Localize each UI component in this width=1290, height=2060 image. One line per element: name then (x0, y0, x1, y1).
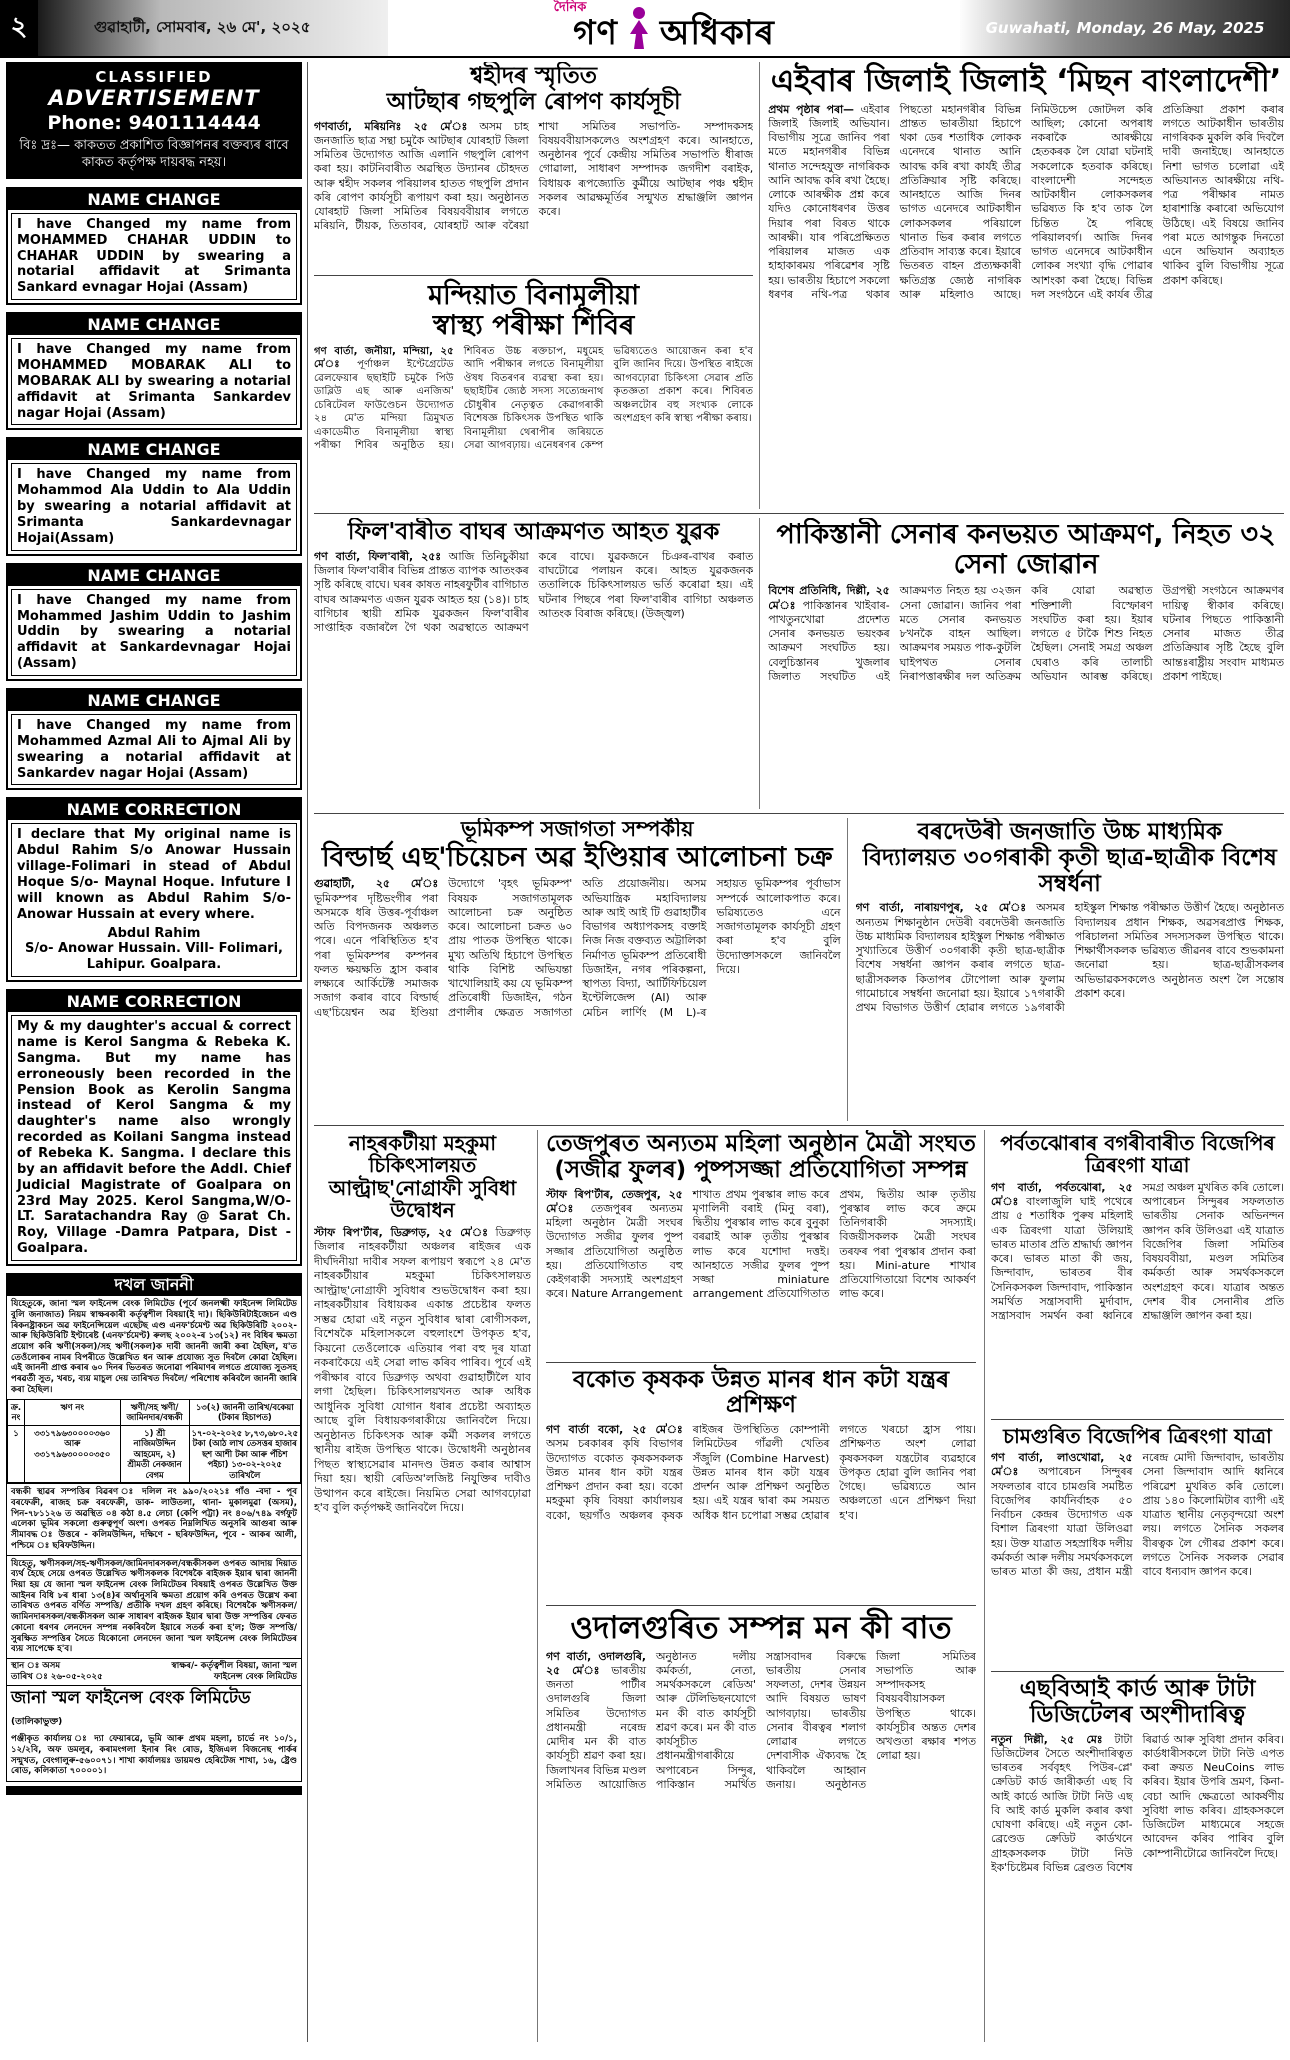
name-change-notice (6, 312, 302, 430)
bank-name: জানা স্মল ফাইনেন্স বেংক লিমিটেড (তালিকাভুক্ত) (7, 1685, 301, 1733)
possession-notice-intro: যিহেতুকে, জানা স্মল ফাইনেন্স বেংক লিমিটেড (পূৰ্বে জনলক্ষ্মী ফাইনেন্স লিমিটেড বুলি জনাজাত) নিয়ম স্বাক্ষৰকাৰী কৰ্তৃত্বশীল বিষয়া(ই দা)। ছিকিউৰিটাইজেচন এণ্ড ৰিকনষ্ট্ৰাকচন অৱ ফাইনেন্সিয়েল এছেটছ এণ্ড এনফ'ৰ্চমেণ্ট অৱ ছিকিউৰিটি ২০০২-আৰু ছিকিউৰিটি ইণ্টাৰেষ্ট (এনফ'ৰ্চমেণ্ট) ৰুলছ ২০০২-ৰ ১৩(১২) নং বিধিৰ ক্ষমতা প্ৰয়োগ কৰি ঋণী(সকল)/সহ ঋণী(সকল)ক দাবী জাননী জাৰী কৰা হৈছিল, য'ত তেওঁলোকৰ নামৰ বিপৰীতে উল্লেখিত ধন আৰু প্ৰযোজ্য সুত দিবলৈ কোৱা হৈছিল। এই জাননী প্ৰাপ্ত কৰাৰ ৬০ দিনৰ ভিতৰত জনোৱা পৰিমাণৰ লগতে প্ৰযোজ্য সুতসহ পৰৱৰ্তী সুত, খৰচ, ব্যয় মাচুল দেয় তাৰিখত দিবলৈ/ পৰিশোধ কৰিবলৈ জাননী জাৰি কৰা হৈছিল। (11, 1299, 297, 1395)
logo-daily-label: দৈনিক (553, 0, 587, 15)
loan-table (7, 1399, 301, 1484)
article-philobari (314, 518, 760, 809)
possession-notice (6, 1273, 302, 1782)
notice-sign: স্বাক্ষৰ/- কৰ্তৃত্বশীল বিষয়া, জানা স্মল ফাইনেন্স বেংক লিমিটেড (171, 1661, 297, 1682)
cell-borrowers: ১) শ্ৰী নাজিমউদ্দিন আহমেদ, ২) শ্ৰীমতী নেকজান বেগম (120, 1425, 189, 1483)
article-headline: মন্দিয়াত বিনামূলীয়া স্বাস্থ্য পৰীক্ষা শিবিৰ (428, 279, 640, 341)
person-icon (626, 6, 652, 50)
col-header: ক্ৰ. নং (8, 1399, 25, 1425)
article-body: বিশেষ প্ৰতিনিধি, দিল্লী, ২৫ মে'ঃ পাকিস্তানৰ খাইবাৰ-পাখতুনখোৱা প্ৰদেশত সেনাৰ কনভয়ত ভয়ংকৰ আক্ৰমণ সংঘটিত হয়। বেলুচিস্তানৰ খুজলাৰ জিলাত সংঘটিত এই আক্ৰমণত নিহত হয় ৩২জন সেনা জোৱান। জানিব পৰা মতে সেনাৰ কনভয়ত ৮খনকৈ বাহন আছিল। আক্ৰমণৰ সময়ত পাক-কুটলি ঘাইপথত সেনাৰ নিৰাপত্তাৰক্ষীৰ দল অতিক্ৰম কৰি যোৱা অৱস্থাত শক্তিশালী বিস্ফোৰণ সংঘটিত কৰা হয়। ইয়াৰ লগতে ৫ টাকৈ শিশু নিহত হৈছিল। সেনাই সমগ্ৰ অঞ্চল ঘেৰাও কৰি তালাচী অভিযান আৰম্ভ কৰিছে। উগ্ৰপন্থী সংগঠনে আক্ৰমণৰ দায়িত্ব স্বীকাৰ কৰিছে। ঘটনাৰ পিছতে পাকিস্তানী সেনাৰ মাজত তীব্ৰ প্ৰতিক্ৰিয়াৰ সৃষ্টি হৈছে বুলি আন্তঃৰাষ্ট্ৰীয় সংবাদ মাধ্যমত প্ৰকাশ পাইছে। (768, 584, 1284, 683)
article-headline: বৰদেউৰী জনজাতি উচ্চ মাধ্যমিক বিদ্যালয়ত ৩০গৰাকী কৃতী ছাত্ৰ-ছাত্ৰীক বিশেষ সম্বৰ্ধনা (862, 819, 1277, 897)
name-change-notice (6, 187, 302, 305)
article-tezpur-maitri (546, 1130, 976, 1356)
article-earthquake-seminar (314, 818, 848, 1121)
classified-phone: Phone: 9401114444 (47, 112, 261, 134)
classified-column (6, 62, 308, 2042)
article-udalguri-mankibaat (546, 1605, 976, 1926)
article-body: স্টাফ ৰিপ'ৰ্টাৰ, তেজপুৰ, ২৫ মে'ঃ তেজপুৰৰ অন্যতম মহিলা অনুষ্ঠান মৈত্ৰী সংঘৰ উদ্যোগত সজীৱ ফুলৰ পুষ্প সজ্জাৰ প্ৰতিযোগিতা অনুষ্ঠিত হয়। প্ৰতিযোগিতাত বহু কেইগৰাকী সদস্যাই অংশগ্ৰহণ কৰে। Nature Arrangement শাখাত প্ৰথম পুৰস্কাৰ লাভ কৰে মৃণালিনী বৰাই (মিনু বৰা), দ্বিতীয় পুৰস্কাৰ লাভ কৰে বুনুকা বৰৱাই আৰু তৃতীয় পুৰস্কাৰ লাভ কৰে যশোদা দত্তই। আনহাতে সজীৱ ফুলৰ পুষ্প সজ্জা miniature arrangement প্ৰতিযোগিতাত প্ৰথম, দ্বিতীয় আৰু তৃতীয় পুৰস্কাৰ লাভ কৰে ক্ৰমে তিনিগৰাকী সদস্যাই। বিজয়ীসকলক মৈত্ৰী সংঘৰ তৰফৰ পৰা পুৰস্কাৰ প্ৰদান কৰা হয়। Mini-ature শাখাৰ প্ৰতিযোগিতায়ো বিশেষ আকৰ্ষণ লাভ কৰে। (546, 1187, 976, 1301)
page-number: ২ (0, 0, 38, 56)
col-header: ঋণী/সহ ঋণী/জামিনদাৰ/বন্ধকী (120, 1399, 189, 1425)
article-body: গণ বাৰ্তা, ফিল'বাৰী, ২৫ঃ আজি তিনিচুকীয়া জিলাৰ ফিল'বাৰীৰ বিভিন্ন প্ৰান্তত ব্যাপক আতংকৰ সৃষ্টি কৰিছে বাঘে। ঘৰৰ কাষত নাহৰফুটীৰ বাগিচাত বাঘৰ আক্ৰমণত এজন যুৱক আহত হয় (১৪)। চাহ বাগিচাৰ স্থায়ী শ্ৰমিক যুৱকজন ফিল'বাৰীৰ সাপ্তাহিক বজাৰলৈ গৈ থকা অৱস্থাতে আক্ৰমণ কৰে বাঘে। যুৱকজনে চিঞৰ-বাখৰ কৰাত বাঘটোৱে পলায়ন কৰে। আহত যুৱকজনক ততালিকে চিকিৎসালয়ত ভৰ্তি কৰোৱা হয়। এই ঘটনাৰ পিছৰে পৰা ফিল'বাৰীৰ বাগিচা অঞ্চলত আতংক বিৰাজ কৰিছে। (উজ্জ্বল) (314, 549, 754, 634)
article-headline: পৰ্বতঝোৰাৰ বগৰীবাৰীত বিজেপিৰ ত্ৰিৰংগা যাত্ৰা (1000, 1131, 1275, 1178)
cell-serial: ১ (8, 1425, 25, 1483)
article-body: গণ বাৰ্তা বকো, ২৫ মে'ঃ অসম চৰকাৰৰ কৃষি বিভাগৰ উদ্যোগত বকোত কৃষকসকলক উন্নত মানৰ ধান কটা যন্ত্ৰৰ প্ৰশিক্ষণ প্ৰদান কৰা হয়। বকো মহকুমা কৃষি বিষয়া কাৰ্যালয়ৰ বকো, ছয়গাঁও অঞ্চলৰ কৃষক ৰাইজৰ উপস্থিতিত কোম্পানী লিমিটেডৰ গাঁৱলী খেতিৰ সঁজুলি (Combine Harvest) উন্নত মানৰ ধান কটা যন্ত্ৰৰ প্ৰদৰ্শন আৰু প্ৰশিক্ষণ অনুষ্ঠিত হয়। এই যন্ত্ৰৰ দ্বাৰা কম সময়ত অধিক ধান চপোৱা সম্ভৱ হোৱাৰ লগতে খৰচো হ্ৰাস পায়। প্ৰশিক্ষণত অংশ লোৱা কৃষকসকল যন্ত্ৰটোৰ ব্যৱহাৰে উপকৃত হোৱা বুলি জানিব পৰা গৈছে। ভৱিষ্যতে আন অঞ্চলতো এনে প্ৰশিক্ষণ দিয়া হ'ব। (546, 1423, 976, 1522)
article-body: স্টাফ ৰিপ'ৰ্টাৰ, ডিব্ৰুগড়, ২৫ মে'ঃ ডিব্ৰুগড় জিলাৰ নাহৰকটীয়া অঞ্চলৰ ৰাইজৰ এক দীৰ্ঘদিনীয়া দাবীৰ সফল ৰূপায়ণ স্বৰূপে ২৪ মে'ত নাহৰকটীয়াৰ মহকুমা চিকিৎসালয়ত আল্ট্ৰাছ'নোগ্ৰাফী সুবিধাৰ শুভউদ্বোধন কৰা হয়। নাহৰকটীয়াৰ বিধায়কৰ একান্ত প্ৰচেষ্টাৰ ফলত সম্ভৱ হোৱা এই নতুন সুবিধাৰ দ্বাৰা ৰোগীসকল, বিশেষকৈ মহিলাসকলে বহুলাংশে উপকৃত হ'ব, কিয়নো তেওঁলোকে এতিয়াৰ পৰা বহু দূৰ যাত্ৰা নকৰাকৈয়ে এই সেৱা লাভ কৰিব পাৰিব। পূৰ্বে এই পৰীক্ষাৰ বাবে ডিব্ৰুগড় অথবা গুৱাহাটীলৈ যাব লগা হৈছিল। চিকিৎসালয়খনত আৰু অধিক আধুনিক সুবিধা যোগান ধৰাৰ প্ৰচেষ্টা অব্যাহত আছে বুলি বিধায়কগৰাকীয়ে জানিবলৈ দিয়ে। অনুষ্ঠানত চিকিৎসক আৰু কৰ্মী সকলৰ লগতে স্থানীয় ৰাইজ উপস্থিত থাকে। উদ্বোধনী অনুষ্ঠানৰ পিছত স্বাস্থ্যসেৱাৰ মানদণ্ড উন্নত কৰাৰ আশ্বাস দিয়া হয়। স্থায়ী ৰেডিঅ'লজিষ্ট নিযুক্তিৰ দাবীও উত্থাপন কৰে ৰাইজে। নিয়মিত সেৱা আগবঢ়োৱা হ'ব বুলি কৰ্তৃপক্ষই জানিবলৈ দিয়ে। (314, 1225, 531, 1515)
article-pakistan-convoy (768, 518, 1284, 809)
article-headline: তেজপুৰত অন্যতম মহিলা অনুষ্ঠান মৈত্ৰী সংঘত (সজীৱ ফুলৰ) পুষ্পসজ্জা প্ৰতিযোগিতা সম্পন্ন (546, 1131, 976, 1183)
article-boko-training (546, 1362, 976, 1594)
name-change-notice (6, 688, 302, 790)
classified-ad-box (6, 62, 302, 179)
article-sbi-tata (991, 1671, 1284, 2001)
edition-date-english: Guwahati, Monday, 26 May, 2025 (960, 0, 1290, 56)
masthead (0, 0, 1290, 58)
notice-header: NAME CORRECTION (8, 991, 300, 1012)
article-body: নতুন দিল্লী, ২৫ মেঃ টাটা ডিজিটেলৰ সৈতে অংশীদাৰিত্বত ভাৰতৰ সৰ্ববৃহৎ পিউৰ-প্লে' ক্ৰেডিট কাৰ্ড জাৰীকৰ্তা এছ বি আই কাৰ্ডে আজি টাটা নিউ এছ বি আই কাৰ্ড মুকলি কৰাৰ কথা ঘোষণা কৰিছে। এই নতুন কো-ব্ৰেণ্ডেড ক্ৰেডিট কাৰ্ডখনে গ্ৰাহকসকলক টাটা নিউ ইক'চিষ্টেমৰ বিভিন্ন ব্ৰেণ্ডত বিশেষ ৰিৱাৰ্ড আৰু সুবিধা প্ৰদান কৰিব। কাৰ্ডধাৰীসকলে টাটা নিউ এপত কৰা ক্ৰয়ত NeuCoins লাভ কৰিব। ইয়াৰ উপৰি ভ্ৰমণ, কিনা-বেচা আদি ক্ষেত্ৰতো আকৰ্ষণীয় সুবিধা লাভ কৰিব। গ্ৰাহকসকলে ডিজিটেল মাধ্যমেৰে সহজে আবেদন কৰিব পাৰিব বুলি কোম্পানীটোৱে জানিবলৈ দিছে। (991, 1732, 1284, 1874)
signature-row (7, 1658, 301, 1684)
article-shahid (314, 62, 760, 509)
article-headline: নাহৰকটীয়া মহকুমা চিকিৎসালয়ত আল্ট্ৰাছ'নোগ্ৰাফী সুবিধা উদ্বোধন (328, 1131, 517, 1223)
article-headline: ওদালগুৰিত সম্পন্ন মন কী বাত (570, 1610, 952, 1646)
bank-address: পঞ্জীকৃত কাৰ্যালয় ঃ দ্যা ফেয়াৰৱে, ভূমি আৰু প্ৰথম মহলা, চাৰ্ভে নং ১০/১, ১২/২বি, অফ ডমলুৰ, কৰামংগলা ইনাৰ ৰিং ৰোড, ইজিএল বিজনেছ পাৰ্কৰ সন্মুখত, বেংগালুৰু-৫৬০০৭১। শাখা কাৰ্যালয়ঃ ডায়মণ্ড হেৰিটেজ শাখা, ১৬, ষ্ট্ৰেণ্ড ৰোড, কলিকাতা ৭০০০০১। (11, 1734, 297, 1777)
table-row (8, 1425, 301, 1483)
article-body: গণ বাৰ্তা, লাওখোৱা, ২৫ মে'ঃ অপাৰেচন সিন্দুৰৰ সফলতাৰ বাবে চামগুৰি সমষ্টিত বিজেপিৰ কাৰ্যনিৰ্বাহক ৫০ নিৰ্বাচন কেন্দ্ৰৰ উদ্যোগত এক বিশাল ত্ৰিৰংগা যাত্ৰা উলিওৱা হয়। উক্ত যাত্ৰাত সহস্ৰাধিক দলীয় কৰ্মকৰ্তা আৰু দলীয় সমৰ্থকসকলে ভাৰত মাতা কী জয়, প্ৰধান মন্ত্ৰী নৰেন্দ্ৰ মোদী জিন্দাবাদ, ভাৰতীয় সেনা জিন্দাবাদ আদি ধ্বনিৰে পৰিৱেশ মুখৰিত কৰি তোলে। প্ৰায় ১৪০ কিলোমিটাৰ ব্যাপী এই যাত্ৰাত স্থানীয় নেতৃবৃন্দয়ো অংশ লয়। লগতে সৈনিক সকলৰ বীৰত্বক লৈ গৌৰৱ প্ৰকাশ কৰে। লগতে সৈনিক সকলক সেৱাৰ বাবে ধন্যবাদ জ্ঞাপন কৰে। (991, 1451, 1284, 1579)
edition-date-assamese: গুৱাহাটী, সোমবাৰ, ২৬ মে', ২০২৫ (38, 0, 388, 56)
article-body: গুৱাহাটী, ২৫ মে'ঃ ভূমিকম্পৰ দৃষ্টিভংগীৰ পৰা অসমকে ধৰি উত্তৰ-পূৰ্বাঞ্চল অতি বিপদজনক অঞ্চলত পৰে। এনে পৰিস্থিতিত হ'ব পৰা ভূমিকম্পৰ কম্পনৰ ফলত ক্ষয়ক্ষতি হ্ৰাস কৰাৰ লক্ষ্যৰে আৰ্কিটেক্ট সমাজক সজাগ কৰাৰ বাবে বিল্ডাৰ্ছ এছ'চিয়েশ্বন অৱ ইণ্ডিয়া উদ্যোগে 'বৃহৎ ভূমিকম্প' বিষয়ক সজাগতামূলক আলোচনা চক্ৰ অনুষ্ঠিত কৰে। আলোচনা চক্ৰত ৬০ প্ৰায় পাতক উপস্থিত থাকে। মুখ্য অতিথি হিচাপে উপস্থিত থাকি বিশিষ্ট অভিযন্তা খাখোলিয়াই কয় যে ভূমিকম্প প্ৰতিৰোধী ডিজাইন, গঠন প্ৰণালীৰ ক্ষেত্ৰত সজাগতা অতি প্ৰয়োজনীয়। অসম অভিযান্ত্ৰিক মহাবিদ্যালয় আৰু আই আই টি গুৱাহাটীৰ বিভাগৰ অধ্যাপকসহ বক্তাই নিজ নিজ বক্তব্যত অট্টালিকা নিৰ্মাণত ভূমিকম্প প্ৰতিৰোধী ডিজাইন, নগৰ পৰিকল্পনা, স্থাপত্য বিদ্যা, আৰ্টিফিচিয়েল ইণ্টেলিজেন্স (AI) আৰু মেচিন লাৰ্ণিং (M L)-ৰ সহায়ত ভূমিকম্পৰ পূৰ্বাভাস সম্পৰ্কে আলোকপাত কৰে। ভৱিষ্যতেও এনে সজাগতামূলক কাৰ্যসূচী গ্ৰহণ কৰা হ'ব বুলি উদ্যোক্তাসকলে জানিবলৈ দিয়ে। (314, 877, 841, 1019)
article-headline: পাকিস্তানী সেনাৰ কনভয়ত আক্ৰমণ, নিহত ৩২ সেনা জোৱান (776, 519, 1276, 581)
name-change-notice (6, 437, 302, 555)
article-body: গণ বাৰ্তা, পৰ্বতঝোৰা, ২৫ মে'ঃ বাংলাজুলি ঘাই পথেৰে প্ৰায় ৫ শতাধিক পুৰুষ মহিলাই এক ত্ৰিৰংগা যাত্ৰা উলিয়াই ভাৰত মাতাৰ প্ৰতি শ্ৰদ্ধাৰ্ঘ্য জ্ঞাপন কৰে। ভাৰত মাতা কী জয়, জিন্দাবাদ, ভাৰতৰ বীৰ সৈনিকসকল জিন্দাবাদ, পাকিস্তান সমৰ্থিত সন্ত্ৰাসবাদী মুৰ্দাবাদ, সন্ত্ৰাসবাদ সমৰ্থন কৰা ধ্বনিৰে সমগ্ৰ অঞ্চল মুখৰিত কৰি তোলে। অপাৰেচন সিন্দুৰৰ সফলতাত ভাৰতীয় সেনাক অভিনন্দন জ্ঞাপন কৰি উলিওৱা এই যাত্ৰাত বিজেপিৰ জিলা সমিতিৰ বিষয়ববীয়া, মণ্ডল সমিতিৰ কৰ্মকৰ্তা আৰু সমৰ্থকসকলে অংশগ্ৰহণ কৰে। যাত্ৰাৰ অন্তত দেশৰ বীৰ সেনানীৰ প্ৰতি শ্ৰদ্ধাঞ্জলি জ্ঞাপন কৰা হয়। (991, 1180, 1284, 1323)
notice-text: I have Changed my name from MOHAMMED CHAHAR UDDIN to CHAHAR UDDIN by swearing a notarial affidavit at Srimanta Sankard evnagar Hojai (Assam) (11, 213, 297, 300)
cell-loan-no: ৩৩১৭৯৬৩০০০০৩৬০ আৰু ৩৩১৭৯৬৩০০০০৩৫০ (24, 1425, 120, 1483)
article-samaguri-yatra (991, 1419, 1284, 1665)
article-parbatjhora-yatra (991, 1130, 1284, 1413)
col-header: ঋণ নং (24, 1399, 120, 1425)
name-correction-notice (6, 797, 302, 982)
logo-text-right: অধিকাৰ (659, 13, 775, 53)
advertisement-label: ADVERTISEMENT (48, 86, 260, 110)
article-headline: শ্বহীদৰ স্মৃতিত আটছাৰ গছপুলি ৰোপণ কাৰ্যসূচী (386, 63, 681, 115)
name-change-notice (6, 563, 302, 681)
classified-label: CLASSIFIED (95, 68, 213, 86)
classified-disclaimer: বিঃ দ্ৰঃ— কাকতত প্ৰকাশিত বিজ্ঞাপনৰ বক্তব্যৰ বাবে কাকত কৰ্তৃপক্ষ দায়বদ্ধ নহয়। (19, 138, 289, 170)
logo-text-left: গণ (573, 13, 618, 53)
cell-dues: ১৭-০২-২০২৫ ৮,৭৩,৬৮০.২৫ টকা (আঠ লাখ তেসত্তৰ হাজাৰ ছশ আশী টকা আৰু পঁচিশ পইচা) ১৩-০২-২০২৫ তাৰিখলৈ (189, 1425, 300, 1483)
property-description: বন্ধকী স্থাৱৰ সম্পত্তিৰ বিৱৰণ ঃ দলিল নং ৯৯০/২০২১ঃ গাঁও -বদা - পূব বৰফেক্ৰী, ৰাজহ চক্ৰ বৰফেক্ৰী, ডাক- লাউতলা, থানা- মুকালমুৱা (অসম), পিন-৭৮১১২৬ ত অৱস্থিত ০৪ কঠা ৪.৫ লেচা (কেপি পট্টা) নং ৪০৬/৭৪৯ বৰ্গফুট এলেকা ভূমিৰ সকলো গুৰুত্বপূৰ্ণ অংশ। ওপৰত নিম্নলিখিত অনুসৰি আগুৰা আৰু সীমাবদ্ধ ঃ উত্তৰে - কলিমউদ্দিন, দক্ষিণে - ছৰিফউদ্দিন, পূবে - আকৰ আলী, পশ্চিমে ঃ ছৰিফউদ্দিন। (7, 1483, 301, 1554)
notice-header: NAME CHANGE (8, 439, 300, 460)
notice-text: I declare that My original name is Abdul Rahim S/o Anowar Hussain village-Folimari in stead of Abdul Hoque S/o- Maynal Hoque. Infuture I will known as Abdul Rahim S/o- Anowar Hussain at every where. Abdul Rahim S/o- Anowar Hussain. Vill- Folimari, Lahipur. Goalpara. (11, 823, 297, 977)
notice-text: I have Changed my name from Mohammed Jashim Uddin to Jashim Uddin by swearing a notarial affidavit at Sankardevnagar Hojai (Assam) (11, 589, 297, 676)
notice-header: NAME CHANGE (8, 189, 300, 210)
notice-date: তাৰিখ ঃ ২৬-০৫-২০২৫ (11, 1671, 103, 1682)
article-body: গণ বাৰ্তা, নাৰায়ণপুৰ, ২৫ মে'ঃ অসমৰ অন্যতম শিক্ষানুষ্ঠান দেউৰী বৰদেউৰী জনজাতি উচ্চ মাধ্যমিক বিদ্যালয়ৰ হাইস্কুল শিক্ষান্ত পৰীক্ষাত সুখ্যাতিৰে উত্তীৰ্ণ ৩০গৰাকী কৃতী ছাত্ৰ-ছাত্ৰীক বিশেষ সম্বৰ্ধনা জ্ঞাপন কৰাৰ লগতে ছাত্ৰ-ছাত্ৰীসকলক কিতাপৰ টোপোলা আৰু ফুলাম গামোচাৰে সম্বৰ্ধনা জনোৱা হয়। ইয়াৰে ১৭গৰাকী প্ৰথম বিভাগত উত্তীৰ্ণ হোৱাৰ লগতে ১৯গৰাকী হাইস্কুল শিক্ষান্ত পৰীক্ষাত উত্তীৰ্ণ হৈছে। অনুষ্ঠানত বিদ্যালয়ৰ প্ৰধান শিক্ষক, অৱসৰপ্ৰাপ্ত শিক্ষক, পৰিচালনা সমিতিৰ সদস্যসকল উপস্থিত থাকে। শিক্ষাৰ্থীসকলক ভৱিষ্যত জীৱনৰ বাবে শুভকামনা জনোৱা হয়। ছাত্ৰ-ছাত্ৰীসকলৰ অভিভাৱকসকলেও অনুষ্ঠানত অংশ লৈ সন্তোষ প্ৰকাশ কৰে। (855, 901, 1284, 1014)
main-articles-area (314, 62, 1284, 2042)
notice-header: NAME CHANGE (8, 565, 300, 586)
article-mondia (314, 275, 753, 510)
article-bordeori-felicitation (856, 818, 1285, 1121)
article-headline: ফিল'বাৰীত বাঘৰ আক্ৰমণত আহত যুৱক (347, 519, 720, 545)
notice-header: NAME CHANGE (8, 690, 300, 711)
article-headline: বিল্ডাৰ্ছ এছ'চিয়েচন অৱ ইণ্ডিয়াৰ আলোচনা চক্ৰ (321, 842, 833, 874)
article-body: প্ৰথম পৃষ্ঠাৰ পৰা— এইবাৰ জিলাই জিলাই অভিযান। বিভাগীয় সূত্ৰে জানিব পৰা মতে মহানগৰীৰ বিভিন্ন থানাত সন্দেহযুক্ত নাগৰিকক আনি আবদ্ধ কৰি ৰখা হৈছে। লোকে আৰক্ষীক প্ৰশ্ন কৰে যদিও কোনোধৰণৰ উত্তৰ দিয়াৰ পৰা বিৰত থাকে আৰক্ষী। যাৰ পৰিপ্ৰেক্ষিতত পৰিয়ালৰ মাজত এক হাহাকাৰময় পৰিৱেশৰ সৃষ্টি হয়। ভাৰতীয় হিচাপে সকলো ধৰণৰ নথি-পত্ৰ থকাৰ পিছতো মহানগৰীৰ বিভিন্ন প্ৰান্তত ভাৰতীয়া হিচাপে থকা ডেৰ শতাধিক লোকক এনেদৰে থানাত আনি আবদ্ধ কৰি ৰখা কাৰ্যই তীব্ৰ প্ৰতিক্ৰিয়াৰ সৃষ্টি কৰিছে। আনহাতে আজি দিনৰ ভাগত এনেদৰে আটকাধীন লোকসকলৰ পৰিয়ালে থানাত ভিৰ কৰাৰ লগতে প্ৰতিবাদ সাব্যস্ত কৰে। ইয়াৰে ভিতৰত বাহন প্ৰত্যক্ষকাৰী ক্ষতিগ্ৰস্ত জ্যেষ্ঠ নাগৰিক আৰু মহিলাও আছে। নিমিউচেন্স জোটদল কৰি আছিল; কোনো অপৰাধ নকৰাকৈ আৰক্ষীয়ে হেতকৰক লৈ যোৱা ঘটনাই সকলোকে হতবাক কৰিছে। বাংলাদেশী সন্দেহত আটকাধীন লোকসকলৰ ভৱিষ্যত কি হ'ব তাক লৈ চিন্তিত হৈ পৰিছে পৰিয়ালবৰ্গ। আজি দিনৰ ভাগত এনেদৰে আটকাধীন লোকৰ সংখ্যা বৃদ্ধি পোৱাৰ আশংকা কৰা হৈছে। বিভিন্ন দল সংগঠনে এই কাৰ্যৰ তীব্ৰ প্ৰতিক্ৰিয়া প্ৰকাশ কৰাৰ লগতে আটকাধীন ভাৰতীয় নাগৰিকক মুকলি কৰি দিবলৈ দাবী জনাইছে। আনহাতে নিশা ভাগত চলোৱা এই অভিযানত আৰক্ষীয়ে নথি-পত্ৰ পৰীক্ষাৰ নামত হাৰাশাস্তি কৰাৰো অভিযোগ উঠিছে। এই বিষয়ে জানিব পৰা মতে আগন্তুক দিনতো এনে অভিযান অব্যাহত থাকিব বুলি বিভাগীয় সূত্ৰে প্ৰকাশ কৰিছে। (768, 102, 1284, 301)
article-mission-bangladeshi (768, 62, 1284, 509)
article-headline: এইবাৰ জিলাই জিলাই ‘মিছন বাংলাদেশী’ (770, 63, 1282, 99)
bottom-bar (6, 1786, 302, 1795)
newspaper-logo (388, 0, 960, 56)
article-kicker: ভূমিকম্প সজাগতা সম্পৰ্কীয় (460, 818, 694, 841)
notice-text: I have Changed my name from MOHAMMED MOBARAK ALI to MOBARAK ALI by swearing a notarial affidavit at Srimanta Sankardev nagar Hojai (Assam) (11, 338, 297, 425)
notice-text: I have Changed my name from Mohammod Ala Uddin to Ala Uddin by swearing a notarial affidavit at Srimanta Sankardevnagar Hojai(Assam) (11, 463, 297, 550)
article-body: গণ বাৰ্তা, জনীয়া, মন্দিয়া, ২৫ মে'ঃ পূৰ্ণাঞ্চল ইণ্টেগ্ৰেটেড ৱেলফেয়াৰ ছছাইটি চমুকৈ পিউ ডাব্লিউ এছ আৰু এনজিঅ' চেৰিটেবল ফাউণ্ডেচন উদ্যোগত ২৪ মে'ত মন্দিয়া ত্ৰিমুখত একাডেমীত বিনামূলীয়া স্বাস্থ্য পৰীক্ষা শিবিৰ অনুষ্ঠিত হয়। শিবিৰত উচ্চ ৰক্তচাপ, মধুমেহ আদি পৰীক্ষাৰ লগতে বিনামূলীয়া ঔষধ বিতৰণৰ ব্যৱস্থা কৰা হয়। ছছাইটিৰ জ্যেষ্ঠ সদস্য সত্যেন্দ্ৰনাথ চৌধুৰীৰ নেতৃত্বত কেৱাগৰাকী বিশেষজ্ঞ চিকিৎসক উপস্থিত থাকি বিনামূলীয়া থেৰাপীৰ জৰিয়তে সেৱা আগবঢ়ায়। এনেধৰণৰ কেম্প ভৱিষ্যতেও আয়োজন কৰা হ'ব বুলি জানিব দিয়ে। উপস্থিত ৰাইজে আগবঢ়োৱা চিকিৎসা সেৱাৰ প্ৰতি কৃতজ্ঞতা প্ৰকাশ কৰে। শিবিৰত অঞ্চলটোৰ বহু সংখ্যক লোকে অংশগ্ৰহণ কৰি স্বাস্থ্য পৰীক্ষা কৰায়। (314, 345, 754, 452)
article-body: গণবাৰ্তা, মৰিয়নিঃ ২৫ মে'ঃ অসম চাহ জনজাতি ছাত্ৰ সন্থা চমুকৈ আটছাৰ যোৰহাট জিলা সমিতিৰ উদ্যোগত আজি এলানি গছপুলি ৰোপণ কৰা হয়। কাটনিবাৰীত অৱস্থিত উদ্যানৰ চৌহদত আৰু শ্বহীদ সকলৰ পৰিয়ালৰ হাতত গছপুলি প্ৰদান কৰি ৰোপণ কাৰ্যসূচী ৰূপায়ণ কৰা হয়। অনুষ্ঠানত যোৰহাট জিলা সমিতিৰ বিষয়ববীয়াৰ লগতে মৰিয়নি, টীয়ক, তিতাবৰ, যোৰহাট আৰু বৰৈয়া শাখা সমিতিৰ সভাপতি- সম্পাদকসহ বিষয়ববীয়াসকলেও অংশগ্ৰহণ কৰে। আনহাতে, অনুষ্ঠানৰ পূৰ্বে কেন্দ্ৰীয় সমিতিৰ সভাপতি ধীৰাজ গোৱালা, সাধাৰণ সম্পাদক জগদীশ বৰাইক, বিধায়ক ৰূপজ্যোতি কুৰ্মীয়ে আটছাৰ পঞ্চ শ্বহীদ সকলৰ আৱক্ষমূৰ্তিৰ সন্মুখত শ্ৰদ্ধাঞ্জলি জ্ঞাপন কৰে। (314, 119, 754, 233)
article-headline: চামগুৰিত বিজেপিৰ ত্ৰিৰংগা যাত্ৰা (1003, 1423, 1272, 1448)
notice-place: স্থান ঃ অসম (11, 1661, 61, 1672)
notice-header: NAME CHANGE (8, 314, 300, 335)
possession-notice-body: যিহেতু, ঋণীসকল/সহ-ঋণীসকল/জামিনদাৰসকল/বন্ধকীসকল ওপৰত আদায় দিয়াত ব্যৰ্থ হৈছে সেয়ে ওপৰত উল্লেখিত ঋণীসকলক বিশেষকৈ ৰাইজক ইয়াৰ দ্বাৰা জাননী দিয়া হয় যে জানা স্মল ফাইনেন্স বেংক লিমিটেডৰ বিষয়াই ওপৰত উল্লেখিত উক্ত আইনৰ বিধি ৮ৰ ধাৰা ১৩(৪)ৰ অৰ্থানুসৰি ক্ষমতা প্ৰয়োগ কৰি ওপৰত উল্লেখ কৰা তাৰিখত ওপৰত বৰ্ণিত সম্পত্তি/ প্ৰতীকি দখল গ্ৰহণ কৰিছে। বিশেষকৈ ঋণীসকল/ জামিনদাৰসকল/বন্ধকীসকল আৰু সাধাৰণ ৰাইজক ইয়াৰ দ্বাৰা উক্ত সম্পত্তিৰ ফেৰত কোনো ধৰণৰ লেনদেন সম্পন্ন নকৰিবলৈ ইয়াৰে সতৰ্ক কৰা হ'ল; উক্ত সম্পত্তি/সুৰক্ষিত সম্পত্তিৰ সৈতে যিকোনো লেনদেন জানা স্মল ফাইনেন্স বেংক লিমিটেডৰ ব্যয় সাপেক্ষে হ'ব। (7, 1555, 301, 1659)
name-correction-notice (6, 989, 302, 1266)
article-naharkatia (314, 1130, 538, 2042)
possession-notice-title: দখল জাননী (7, 1274, 301, 1296)
notice-text: I have Changed my name from Mohammed Azmal Ali to Ajmal Ali by swearing a notarial affidavit at Sankardev nagar Hojai (Assam) (11, 714, 297, 785)
article-headline: এছবিআই কাৰ্ড আৰু টাটা ডিজিটেলৰ অংশীদাৰিত্ব (1019, 1676, 1256, 1728)
article-body: গণ বাৰ্তা, ওদালগুৰি, ২৫ মে'ঃ ভাৰতীয় জনতা পাৰ্টীৰ ওদালগুৰি জিলা সমিতিৰ উদ্যোগত প্ৰধানমন্ত্ৰী নৰেন্দ্ৰ মোদীৰ মন কী বাত কাৰ্যসূচী শ্ৰৱণ কৰা হয়। জিলাখনৰ বিভিন্ন মণ্ডল সমিতিত আয়োজিত অনুষ্ঠানত দলীয় কৰ্মকৰ্তা, নেতা, সমৰ্থকসকলে ৰেডিঅ' আৰু টেলিভিছনযোগে মন কী বাত কাৰ্যসূচী শ্ৰৱণ কৰে। মন কী বাত কাৰ্যসূচীত প্ৰধানমন্ত্ৰীগৰাকীয়ে অপাৰেচন সিন্দুৰ, পাকিস্তান সমৰ্থিত সন্ত্ৰাসবাদৰ বিৰুদ্ধে ভাৰতীয় সেনাৰ সফলতা, দেশৰ উন্নয়ন আদি বিষয়ত ভাষণ আগবঢ়ায়। ভাৰতীয় সেনাৰ বীৰত্বৰ শলাগ লোৱাৰ লগতে দেশবাসীক ঐক্যবদ্ধ হৈ থাকিবলৈ আহ্বান জনায়। অনুষ্ঠানত জিলা সমিতিৰ সভাপতি আৰু সম্পাদকসহ বিষয়ববীয়াসকল উপস্থিত থাকে। কাৰ্যসূচীৰ অন্তত দেশৰ অখণ্ডতা ৰক্ষাৰ শপত লোৱা হয়। (546, 1649, 976, 1791)
notice-signature-detail: S/o- Anowar Hussain. Vill- Folimari, Lahipur. Goalpara. (25, 941, 283, 973)
bank-name-suffix: (তালিকাভুক্ত) (11, 1716, 63, 1727)
notice-signature: Abdul Rahim (107, 925, 201, 941)
article-headline: বকোত কৃষকক উন্নত মানৰ ধান কটা যন্ত্ৰৰ প্ৰশিক্ষণ (572, 1366, 950, 1419)
notice-text: My & my daughter's accual & correct name is Kerol Sangma & Rebeka K. Sangma. But my name has erroneously been recorded in the Pension Book as Kerolin Sangma instead of Kerol Sangma & my daughter's name also wrongly recorded as Koilani Sangma instead of Rebeka K. Sangma. I declare this by an affidavit before the Addl. Chief Judicial Magistrate of Goalpara on 23rd May 2025. Kerol Sangma,W/O-LT. Saratachandra Ray @ Sarat Ch. Roy, Village -Damra Patpara, Dist -Goalpara. (11, 1015, 297, 1261)
col-header: ১৩(২) জাননী তাৰিখ/বকেয়া (টকাৰ হিচাপত) (189, 1399, 300, 1425)
notice-header: NAME CORRECTION (8, 799, 300, 820)
